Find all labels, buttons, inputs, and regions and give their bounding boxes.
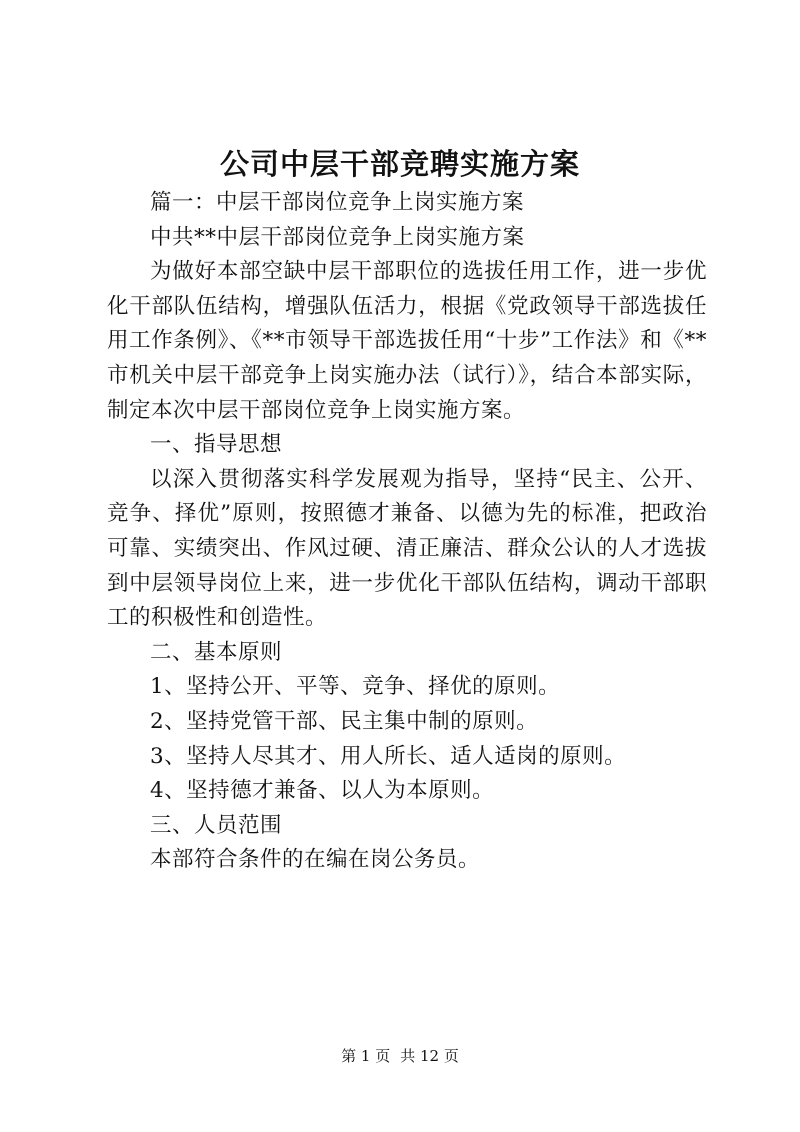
document-title: 公司中层干部竞聘实施方案 <box>219 147 580 181</box>
document-body <box>107 186 707 878</box>
page-footer <box>0 1045 800 1066</box>
section-heading-basic-principles: 二、基本原则 <box>150 639 283 665</box>
principle-item-1: 1、坚持公开、平等、竞争、择优的原则。 <box>150 674 561 700</box>
principle-item-3: 3、坚持人尽其才、用人所长、适人适岗的原则。 <box>150 743 627 769</box>
guiding-ideology-paragraph: 以深入贯彻落实科学发展观为指导，坚持“民主、公开、竞争、择优”原则，按照德才兼备、以德为先的标准，把政治可靠、实绩突出、作风过硬、清正廉洁、群众公认的人才选拔到中层领导岗位上来，进一步优化干部队伍结构，调动干部职工的积极性和创造性。 <box>107 466 707 631</box>
intro-paragraph: 为做好本部空缺中层干部职位的选拔任用工作，进一步优化干部队伍结构，增强队伍活力，根据《党政领导干部选拔任用工作条例》、《**市领导干部选拔任用“十步”工作法》和《**市机关中层干部竞争上岗实施办法（试行）》，结合本部实际，制定本次中层干部岗位竞争上岗实施方案。 <box>107 259 707 423</box>
section-heading-part-one: 篇一：中层干部岗位竞争上岗实施方案 <box>150 190 525 215</box>
principle-item-2: 2、坚持党管干部、民主集中制的原则。 <box>150 708 539 734</box>
section-heading-guiding-ideology: 一、指导思想 <box>150 432 283 458</box>
principle-item-4: 4、坚持德才兼备、以人为本原则。 <box>150 778 495 804</box>
page-number: 第 1 页 <box>341 1047 391 1065</box>
subtitle-paragraph: 中共**中层干部岗位竞争上岗实施方案 <box>150 224 525 250</box>
section-heading-personnel-scope: 三、人员范围 <box>150 812 283 838</box>
personnel-scope-paragraph: 本部符合条件的在编在岗公务员。 <box>150 847 481 873</box>
page-total: 共 12 页 <box>400 1047 459 1065</box>
